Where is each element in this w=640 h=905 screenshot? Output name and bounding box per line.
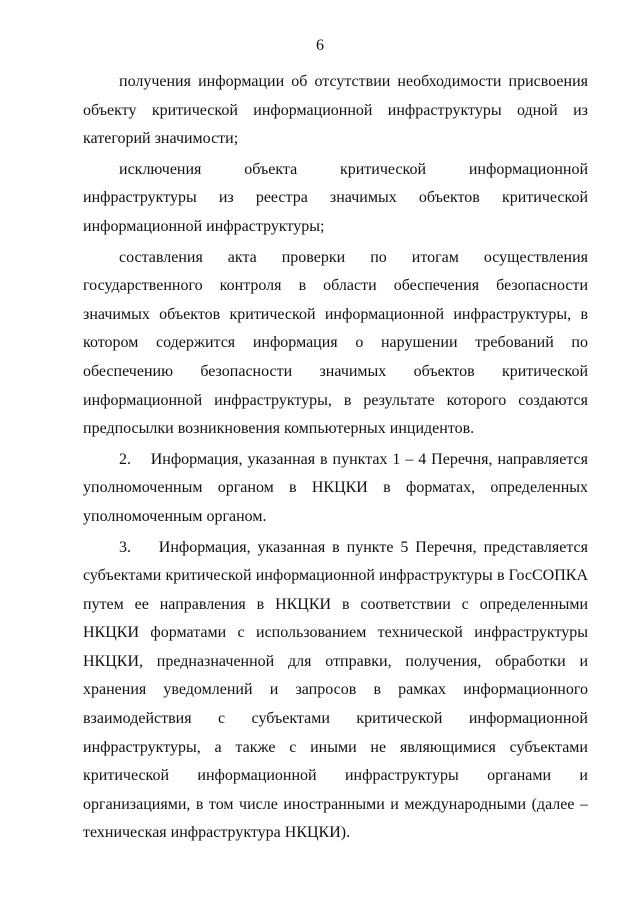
paragraph-categories: получения информации об отсутствии необходимости присвоения объекту критической информационной инфраструктуры одной из категорий значимости; — [83, 73, 588, 148]
document-body — [83, 68, 588, 850]
paragraph-item-2: 2. Информация, указанная в пунктах 1 – 4 Перечня, направляется уполномоченным органом в НКЦКИ в форматах, определенных уполномоченным органом. — [83, 450, 588, 525]
page-number: 6 — [316, 37, 324, 54]
paragraph-item-3: 3. Информация, указанная в пункте 5 Перечня, представляется субъектами критической информационной инфраструктуры в ГосСОПКА путем ее направления в НКЦКИ в соответствии с определенными НКЦКИ форматами с использованием технической инфраструктуры НКЦКИ, предназначенной для отправки, получения, обработки и хранения уведомлений и запросов в рамках информационного взаимодействия с субъектами критической информационной инфраструктуры, а также с иными не являющимися субъектами критической информационной инфраструктуры органами и организациями, в том числе иностранными и международными (далее – техническая инфраструктура НКЦКИ). — [83, 538, 588, 842]
paragraph-registry-exclusion: исключения объекта критической информационной инфраструктуры из реестра значимых объектов критической информационной инфраструктуры; — [83, 160, 588, 235]
paragraph-inspection-act: составления акта проверки по итогам осуществления государственного контроля в области обеспечения безопасности значимых объектов критической информационной инфраструктуры, в котором содержится информация о нарушении требований по обеспечению безопасности значимых объектов критической информационной инфраструктуры, в результате которого создаются предпосылки возникновения компьютерных инцидентов. — [83, 248, 588, 438]
